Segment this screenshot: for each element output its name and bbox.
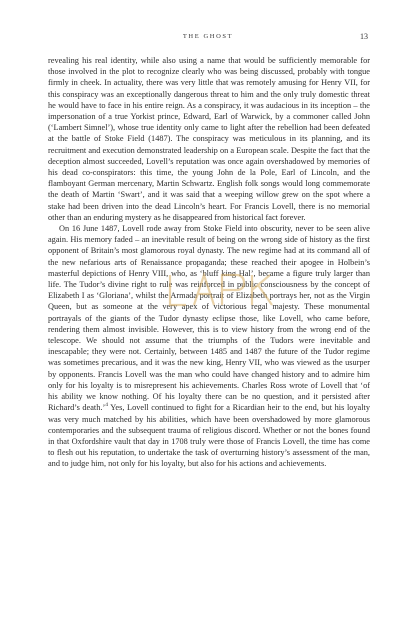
paragraph-2-text: On 16 June 1487, Lovell rode away from Stoke Field into obscurity, never to be seen alive again. His memory faded – an inevitable result of being on the wrong side of history as the first opponent of Britain’s most glamorous royal dynasty. The new regime had at its command all of the new nefarious arts of Renaissance propaganda; these reached their apogee in Holbein’s masterful depictions of Henry VIII, who, as ‘bluff king Hal’, became a figure truly larger than life. The Tudor’s divine right to rule was reinforced in public consciousness by the concept of Elizabeth I as ‘Gloriana’, whilst the Armada portrait of Elizabeth portrays her, not as the Virgin Queen, but as someone at the very apex of victorious regal majesty. These monumental portrayals of the giants of the Tudor dynasty eclipse those, like Lovell, who came before, rendering them almost invisible. However, this is to view history from the wrong end of the telescope. We should not assume that the triumphs of the Tudors were inevitable and inescapable; they were not. Certainly, between 1485 and 1487 the future of the Tudor regime was sometimes precarious, and it was the new king, Henry VII, who was viewed as the usurper by opponents. Francis Lovell was the man who could have changed history and to admire him only for his loyalty is to misrepresent his achievements. Charles Ross wrote of Lovell that ‘of his ability we know nothing. Of his loyalty there can be no question, and it persisted after Richard’s death.’	[48, 224, 370, 413]
running-head	[48, 32, 368, 44]
paragraph-2	[48, 223, 370, 469]
page-number: 13	[360, 32, 368, 41]
paragraph-1-text: revealing his real identity, while also using a name that would be sufficiently memorable for those involved in the plot to recognize clearly who was being discussed, probably with tongue firmly in cheek. In actuality, there was very little that was remotely amusing for Henry VII, for this conspiracy was an exceptionally dangerous threat to him and the only truly domestic threat he would have to face in his entire reign. As a conspiracy, it was audacious in its inception – the impersonation of a true Yorkist prince, Edward, Earl of Warwick, by a commoner called John (‘Lambert Simnel’), whose true identity only came to light after the rebellion had been defeated at the battle of Stoke Field (1487). The conspiracy was meticulous in its planning, and its recruitment and execution demonstrated leadership on a European scale. Despite the fact that the deception almost succeeded, Lovell’s reputation was once again overshadowed by memories of his dead co-conspirators: this time, the young John de la Pole, Earl of Lincoln, and the flamboyant German mercenary, Martin Schwartz. English folk songs would long commemorate the death of Martin ‘Swart’, and it was said that a weeping willow grew on the spot where a stake had been driven into the dead Lincoln’s heart. For Francis Lovell, there is no memorial other than an enduring mystery as he disappeared from historical fact forever.	[48, 56, 370, 222]
running-title: THE GHOST	[182, 33, 234, 40]
paragraph-1	[48, 55, 370, 223]
body-text	[48, 55, 370, 470]
paragraph-2-text-continued: Yes, Lovell continued to fight for a Ricardian heir to the end, but his loyalty was very much matched by his abilities, which have been overshadowed by more glamorous contemporaries and the subsequent trauma of religious discord. Whether or not the bones found in that Oxfordshire vault that day in 1708 truly were those of Francis Lovell, the time has come to flesh out his reputation, to undertake the task of overturning history’s assessment of the man, and to judge him, not only for his loyalty, but also for his actions and achievements.	[48, 403, 370, 469]
footnote-reference[interactable]: 4	[105, 402, 108, 409]
